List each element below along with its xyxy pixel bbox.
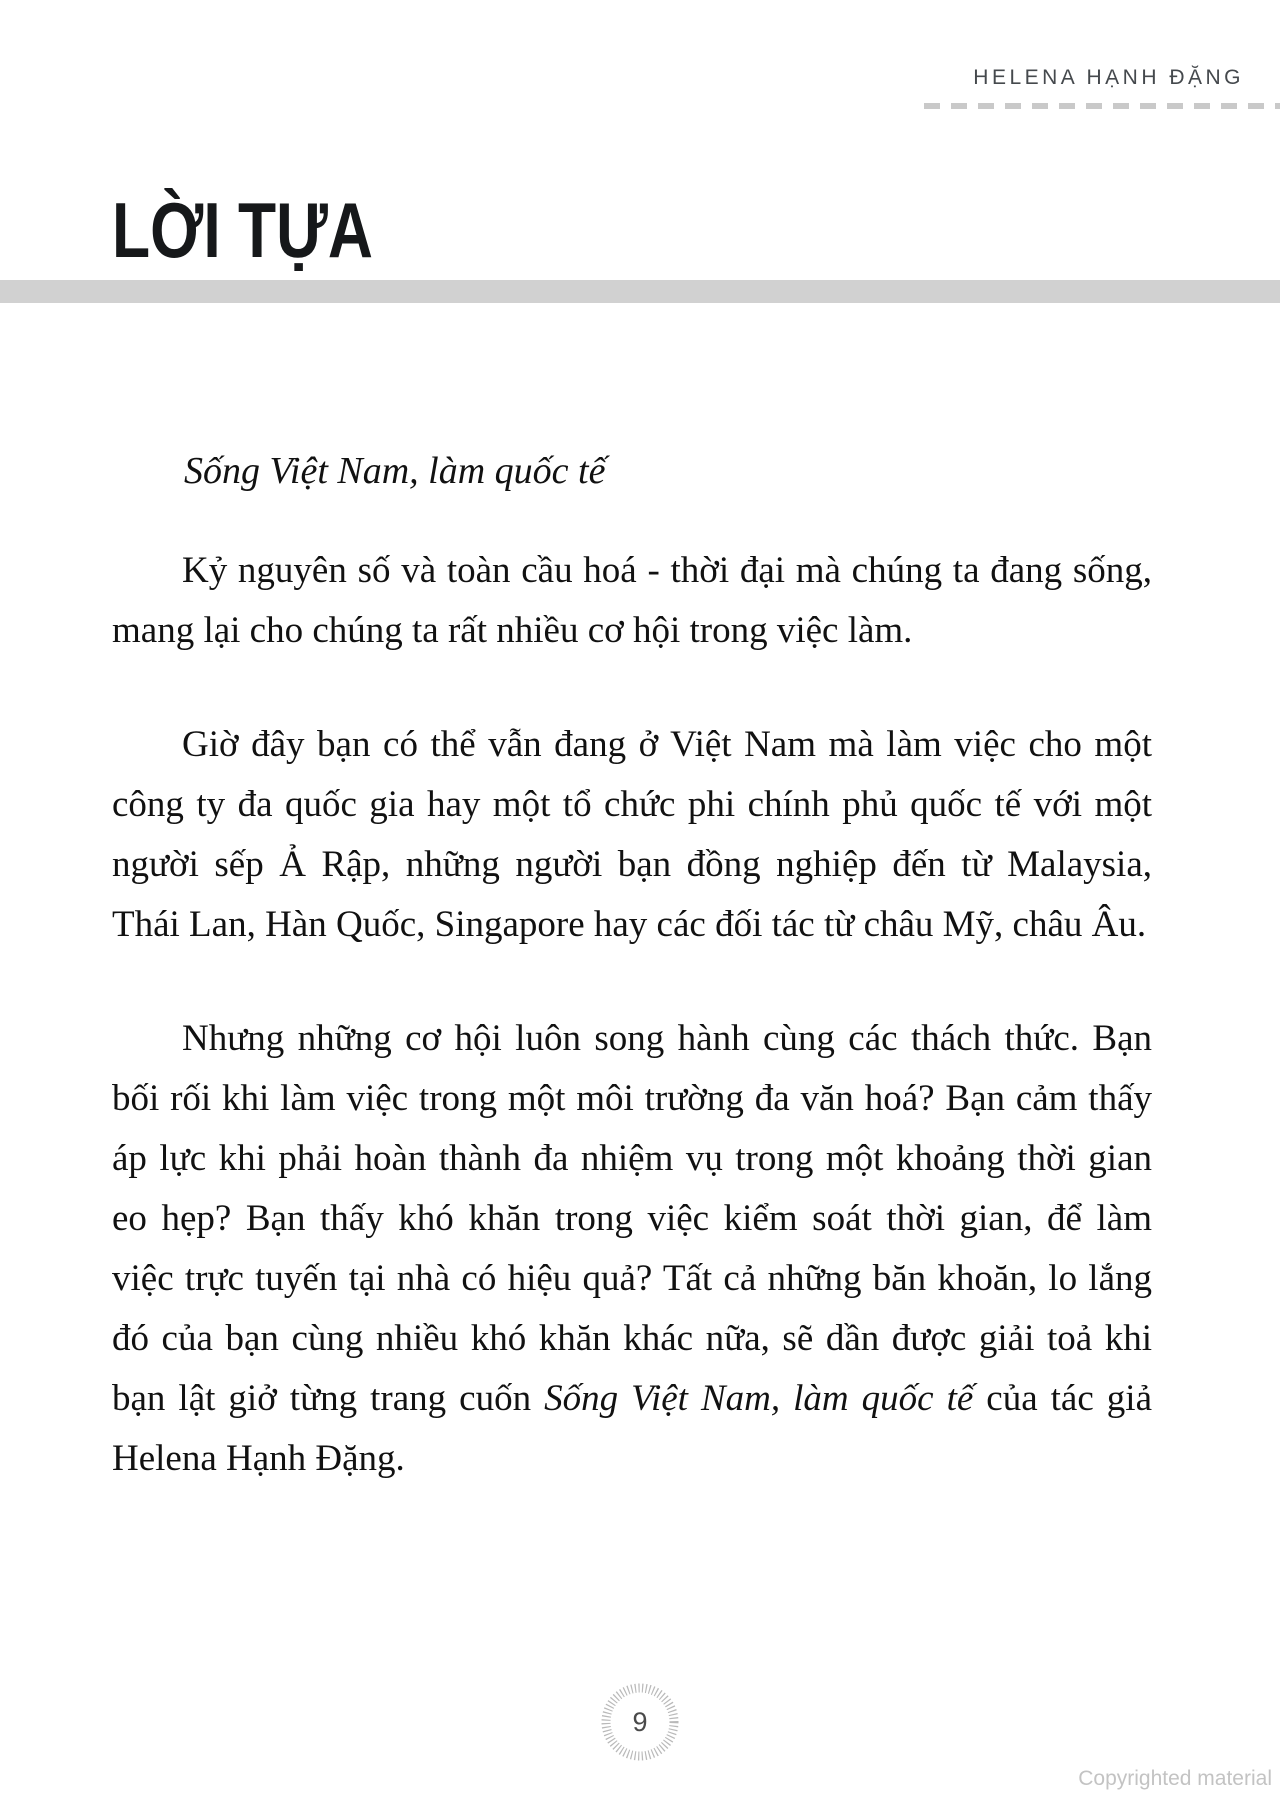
copyright-notice: Copyrighted material <box>1078 1767 1272 1790</box>
paragraph-text: của tác giả Helena Hạnh Đặng. <box>112 1378 1152 1479</box>
paragraph <box>112 1009 1152 1489</box>
epigraph: Sống Việt Nam, làm quốc tế <box>184 450 606 492</box>
page-number-ornament <box>598 1680 682 1764</box>
page-number: 9 <box>632 1706 648 1737</box>
chapter-divider-bar <box>0 280 1280 303</box>
book-title-italic: Sống Việt Nam, làm quốc tế <box>544 1378 974 1419</box>
paragraph-text: Nhưng những cơ hội luôn song hành cùng các thách thức. Bạn bối rối khi làm việc trong một môi trường đa văn hoá? Bạn cảm thấy áp lực khi phải hoàn thành đa nhiệm vụ trong một khoảng thời gian eo hẹp? Bạn thấy khó khăn trong việc kiểm soát thời gian, để làm việc trực tuyến tại nhà có hiệu quả? Tất cả những băn khoăn, lo lắng đó của bạn cùng nhiều khó khăn khác nữa, sẽ dần được giải toả khi bạn lật giở từng trang cuốn <box>112 1018 1152 1419</box>
chapter-title-text: LỜI TỰA <box>112 186 373 275</box>
running-header-author: HELENA HẠNH ĐẶNG <box>973 66 1244 89</box>
paragraph: Giờ đây bạn có thể vẫn đang ở Việt Nam mà làm việc cho một công ty đa quốc gia hay một tổ chức phi chính phủ quốc tế với một người sếp Ả Rập, những người bạn đồng nghiệp đến từ Malaysia, Thái Lan, Hàn Quốc, Singapore hay các đối tác từ châu Mỹ, châu Âu. <box>112 724 1152 945</box>
header-dashed-rule <box>924 103 1280 109</box>
body-text-column <box>112 443 1152 1543</box>
chapter-title <box>112 186 438 276</box>
paragraph: Kỷ nguyên số và toàn cầu hoá - thời đại mà chúng ta đang sống, mang lại cho chúng ta rất nhiều cơ hội trong việc làm. <box>112 550 1152 651</box>
